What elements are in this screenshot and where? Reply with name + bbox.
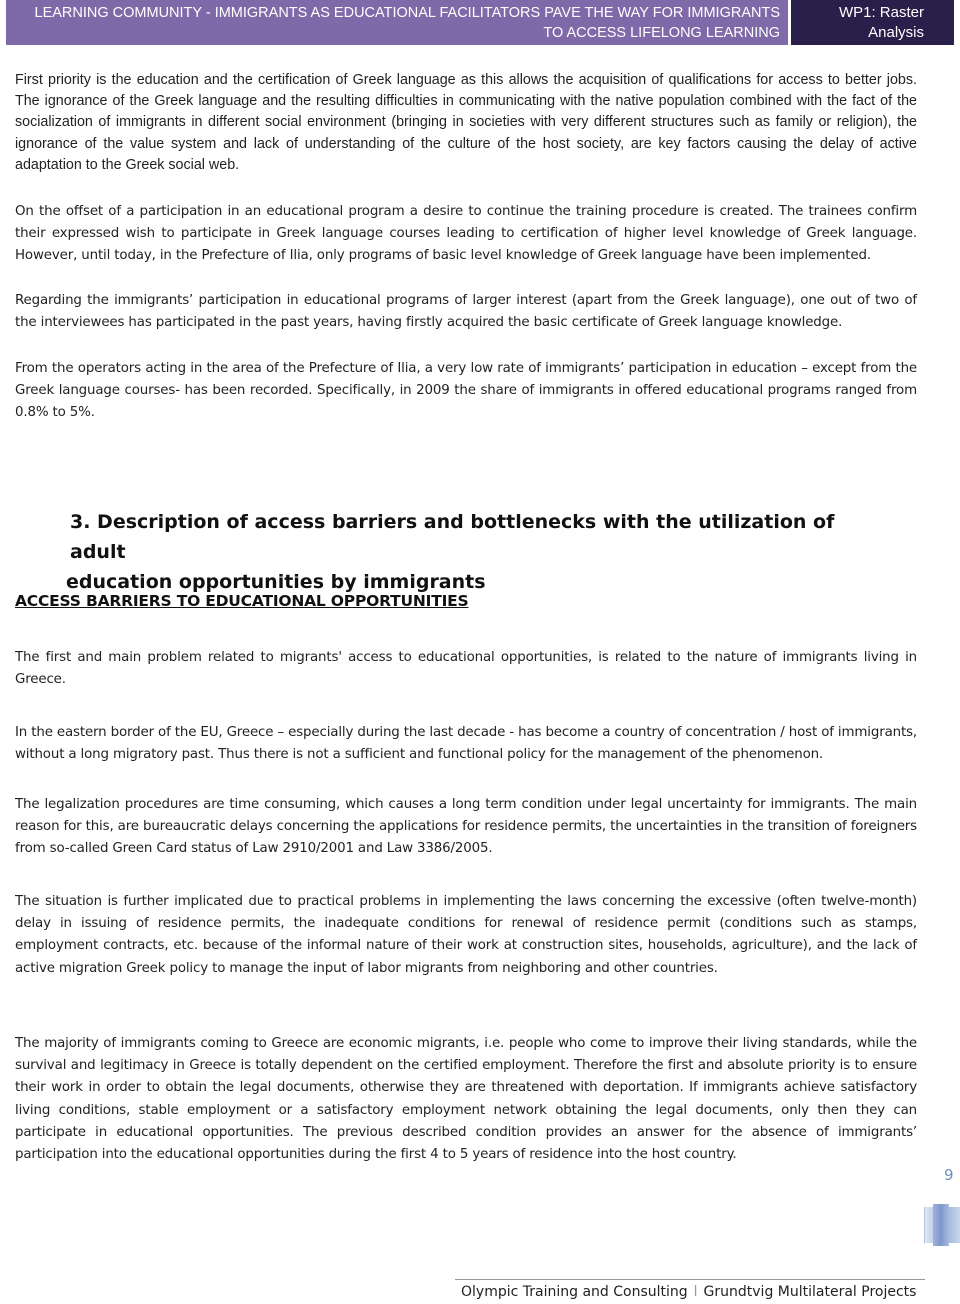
footer-left: Olympic Training and Consulting <box>461 1284 688 1300</box>
header-badge-line1: WP1: Raster <box>838 4 924 21</box>
header-title <box>6 0 788 45</box>
paragraph-9: The majority of immigrants coming to Greece are economic migrants, i.e. people who come to improve their living standards, while the survival and legitimacy in Greece is totally dependent on the certified employment. Therefore the first and absolute priority is to ensure their work in order to obtain the legal documents, otherwise they are threatened with deportation. If immigrants achieve satisfactory living conditions, stable employment or a satisfactory employment network obtaining the legal documents, only then they can participate in educational opportunities. The previous described condition provides an answer for the absence of immigrants’ participation into the educational opportunities during the first 4 to 5 years of residence into the host country. <box>15 1036 917 1163</box>
paragraph-8: The situation is further implicated due to practical problems in implementing the laws concerning the excessive (often twelve-month) delay in issuing of residence permits, the inadequate conditions for renewal of residence permit (conditions such as stamps, employment contracts, etc. because of the informal nature of their work at construction sites, households, agriculture), and the lack of active migration Greek policy to manage the input of labor migrants from neighboring and other countries. <box>15 894 917 976</box>
section-heading-line2: education opportunities by immigrants <box>66 571 486 593</box>
page-header <box>6 0 954 45</box>
section-heading-line1: 3. Description of access barriers and bottlenecks with the utilization of adult <box>70 511 835 563</box>
section-heading <box>66 507 886 597</box>
subheading: ACCESS BARRIERS TO EDUCATIONAL OPPORTUNITIES <box>15 592 469 610</box>
paragraph-2: On the offset of a participation in an educational program a desire to continue the training procedure is created. The trainees confirm their expressed wish to participate in Greek language courses leading to certification of higher level knowledge of Greek language. However, until today, in the Prefecture of Ilia, only programs of basic level knowledge of Greek language have been implemented. <box>15 204 917 264</box>
page-footer <box>461 1284 921 1300</box>
paragraph-6: In the eastern border of the EU, Greece – especially during the last decade - has become a country of concentration / host of immigrants, without a long migratory past. Thus there is not a sufficient and functional policy for the management of the phenomenon. <box>15 725 917 763</box>
header-badge <box>791 0 954 45</box>
paragraph-7: The legalization procedures are time consuming, which causes a long term condition under legal uncertainty for immigrants. The main reason for this, are bureaucratic delays concerning the applications for residence permits, the uncertainties in the transition of foreigners from so-called Green Card status of Law 2910/2001 and Law 3386/2005. <box>15 797 917 857</box>
paragraph-1: First priority is the education and the certification of Greek language as this allows the acquisition of qualifications for access to better jobs. The ignorance of the Greek language and the resulting difficulties in communicating with the native population combined with the fact of the socialization of immigrants in different social environment (bringing in societies with very different structures such as family or religion), the ignorance of the value system and lack of understanding of the culture of the host society, are key factors causing the delay of active adaptation to the Greek social web. <box>15 72 917 173</box>
footer-rule <box>455 1279 925 1280</box>
page-number: 9 <box>944 1166 954 1184</box>
header-title-line1: LEARNING COMMUNITY - IMMIGRANTS AS EDUCATIONAL FACILITATORS PAVE THE WAY FOR IMMIGRANTS <box>34 5 780 21</box>
header-badge-line2: Analysis <box>868 24 924 41</box>
paragraph-4: From the operators acting in the area of the Prefecture of Ilia, a very low rate of immigrants’ participation in education – except from the Greek language courses- has been recorded. Specifically, in 2009 the share of immigrants in offered educational programs ranged from 0.8% to 5%. <box>15 361 917 421</box>
paragraph-5: The first and main problem related to migrants' access to educational opportunities, is related to the nature of immigrants living in Greece. <box>15 650 917 688</box>
footer-separator: l <box>693 1284 698 1300</box>
footer-right: Grundtvig Multilateral Projects <box>703 1284 917 1300</box>
page-tab-decoration <box>924 1207 960 1243</box>
header-title-line2: TO ACCESS LIFELONG LEARNING <box>543 25 780 41</box>
paragraph-3: Regarding the immigrants’ participation in educational programs of larger interest (apart from the Greek language), one out of two of the interviewees has participated in the past years, having firstly acquired the basic certificate of Greek language knowledge. <box>15 293 917 331</box>
